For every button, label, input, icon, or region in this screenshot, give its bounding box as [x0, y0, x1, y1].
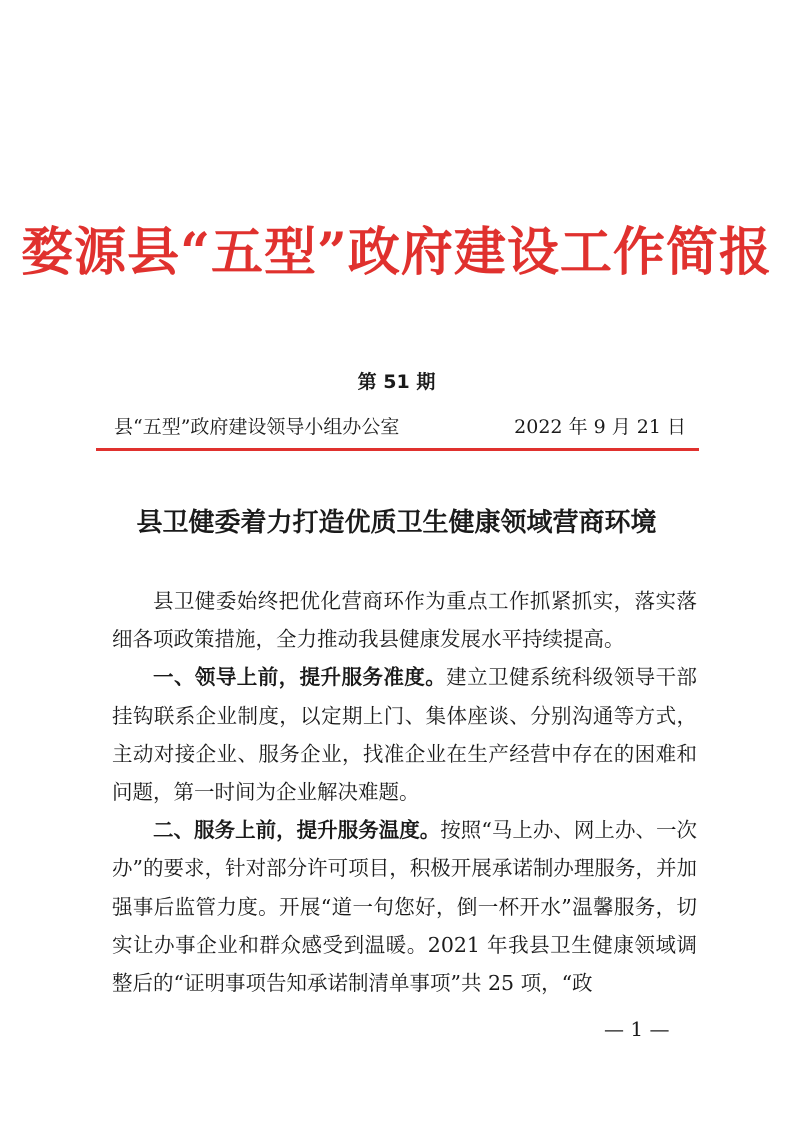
paragraph-intro	[112, 582, 697, 658]
paragraph-section-2	[112, 811, 697, 1002]
issue-date: 2022 年 9 月 21 日	[514, 416, 686, 438]
issuer-date-row	[114, 412, 686, 442]
red-divider-line	[96, 448, 699, 451]
bulletin-masthead: 婺源县“五型”政府建设工作简报	[21, 222, 772, 283]
article-title: 县卫健委着力打造优质卫生健康领域营商环境	[136, 508, 657, 538]
issue-number: 第 51 期	[357, 371, 436, 393]
issuing-office: 县“五型”政府建设领导小组办公室	[114, 416, 400, 438]
paragraph-lead: 二、服务上前，提升服务温度。	[153, 818, 441, 843]
page-number: — 1 —	[604, 1017, 670, 1041]
paragraph-text: 建立卫健系统科级领导干部挂钩联系企业制度，以定期上门、集体座谈、分别沟通等方式，主动对接企业、服务企业，找准企业在生产经营中存在的困难和问题，第一时间为企业解决难题。	[112, 665, 698, 805]
paragraph-lead: 一、领导上前，提升服务准度。	[153, 665, 447, 690]
paragraph-text: 县卫健委始终把优化营商环作为重点工作抓紧抓实，落实落细各项政策措施，全力推动我县健康发展水平持续提高。	[112, 589, 697, 652]
article-body	[112, 582, 697, 1002]
paragraph-section-1	[112, 658, 697, 811]
paragraph-text: 按照“马上办、网上办、一次办”的要求，针对部分许可项目，积极开展承诺制办理服务，并加强事后监管力度。开展“道一句您好，倒一杯开水”温馨服务，切实让办事企业和群众感受到温暖。2021 年我县卫生健康领域调整后的“证明事项告知承诺制清单事项”共 25 项，“政	[112, 818, 697, 996]
